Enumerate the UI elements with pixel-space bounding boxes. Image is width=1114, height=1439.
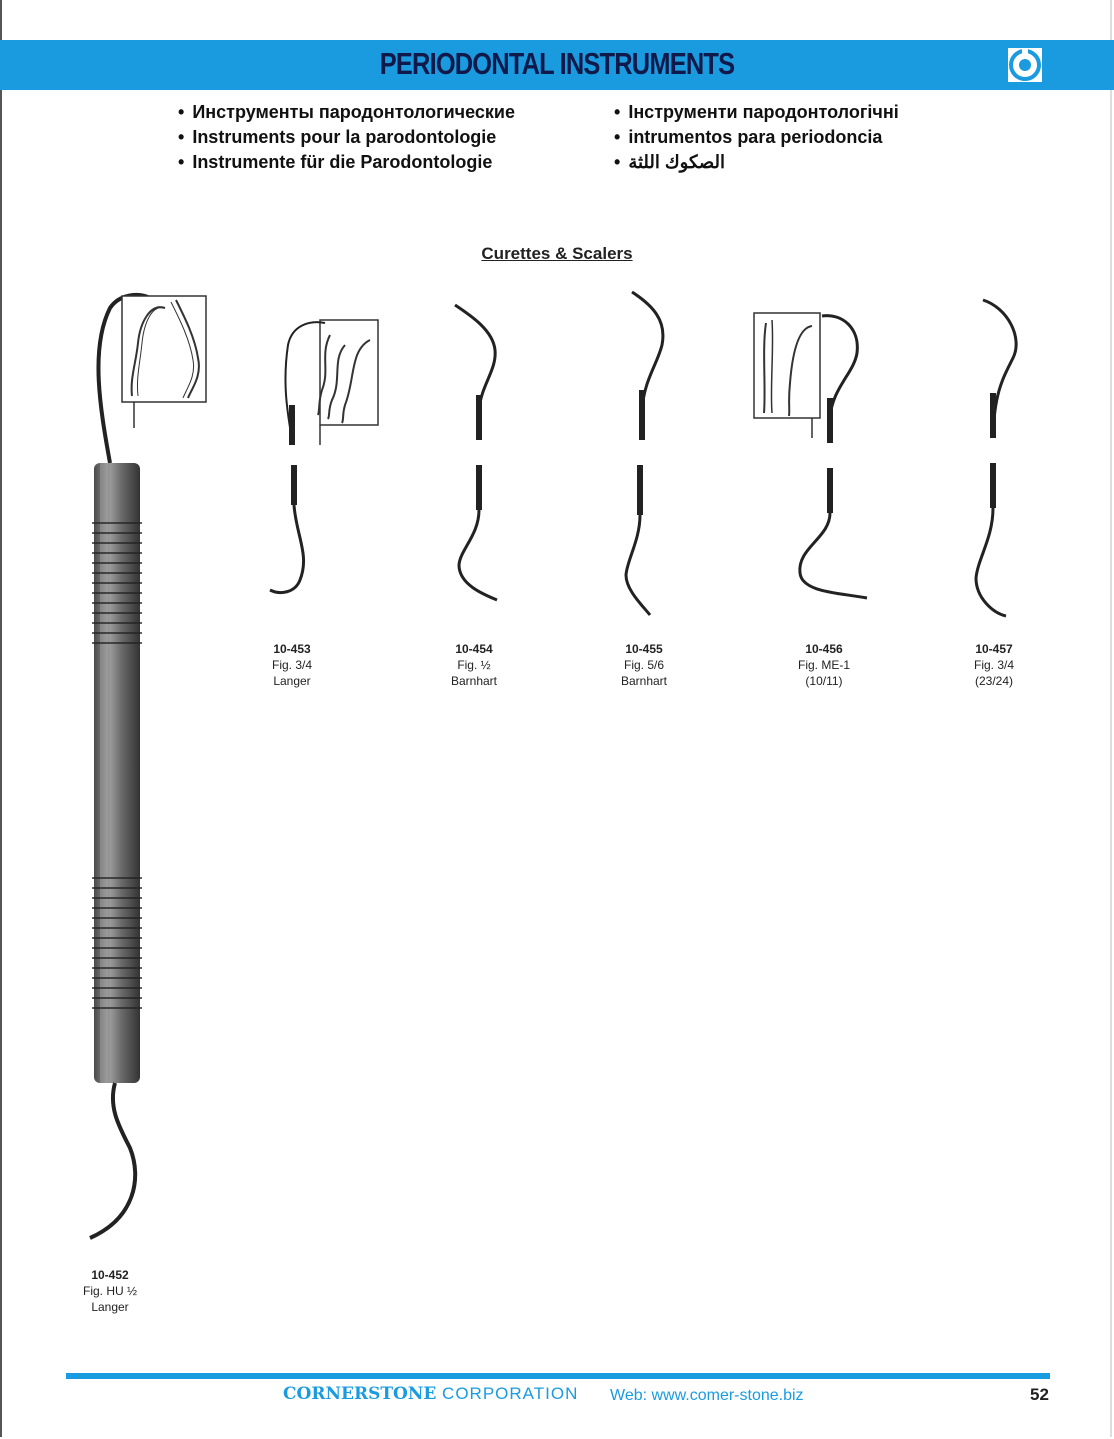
language-item-german: • Instrumente für die Parodontologie	[178, 150, 515, 175]
product-fig: Fig. 3/4	[271, 658, 313, 672]
language-item-russian: • Инструменты пародонтологические	[178, 100, 515, 125]
product-code: 10-456	[805, 642, 843, 656]
footer-company-main: CORNERSTONE	[283, 1384, 437, 1404]
product-fig: Fig. HU ½	[82, 1284, 137, 1298]
product-fig: Fig. ME-1	[797, 658, 850, 672]
product-code: 10-457	[975, 642, 1013, 656]
instrument-10-452-image	[70, 288, 220, 1248]
instrument-10-453-image	[270, 315, 380, 615]
language-item-french: • Instruments pour la parodontologie	[178, 125, 515, 150]
page-title: PERIODONTAL INSTRUMENTS	[379, 46, 735, 81]
product-fig: Fig. 3/4	[973, 658, 1015, 672]
product-name: Langer	[273, 674, 311, 688]
caption-10-455	[584, 641, 704, 689]
instrument-10-455-image	[612, 290, 682, 620]
caption-10-453	[232, 641, 352, 689]
product-fig: Fig. ½	[457, 658, 491, 672]
cornerstone-logo-icon	[1006, 46, 1044, 84]
footer-company-name	[283, 1384, 578, 1404]
product-name: Barnhart	[620, 674, 668, 688]
footer-website-link[interactable]: Web: www.comer-stone.biz	[610, 1387, 804, 1404]
caption-10-452	[50, 1267, 170, 1315]
header-bar	[0, 40, 1114, 90]
product-name: Barnhart	[450, 674, 498, 688]
language-item-ukrainian: • Інструменти пародонтологічні	[614, 100, 899, 125]
product-code: 10-455	[625, 642, 663, 656]
instrument-10-456-image	[752, 308, 872, 608]
product-name: (10/11)	[805, 674, 843, 688]
footer-company-suffix: CORPORATION	[436, 1384, 579, 1403]
footer-divider	[66, 1373, 1050, 1379]
caption-10-454	[414, 641, 534, 689]
product-name: Langer	[91, 1300, 129, 1314]
product-code: 10-453	[273, 642, 311, 656]
language-item-arabic: الصكوك اللثة •	[614, 150, 899, 175]
caption-10-456	[764, 641, 884, 689]
page-number: 52	[1030, 1385, 1049, 1404]
product-name: (23/24)	[974, 674, 1014, 688]
product-code: 10-454	[455, 642, 493, 656]
language-list-right	[614, 100, 899, 175]
language-item-spanish: • intrumentos para periodoncia	[614, 125, 899, 150]
instrument-10-457-image	[958, 298, 1038, 628]
caption-10-457	[934, 641, 1054, 689]
product-code: 10-452	[91, 1268, 129, 1282]
language-list-left	[178, 100, 515, 175]
instrument-10-454-image	[445, 300, 515, 610]
section-title: Curettes & Scalers	[481, 244, 633, 263]
product-fig: Fig. 5/6	[623, 658, 665, 672]
